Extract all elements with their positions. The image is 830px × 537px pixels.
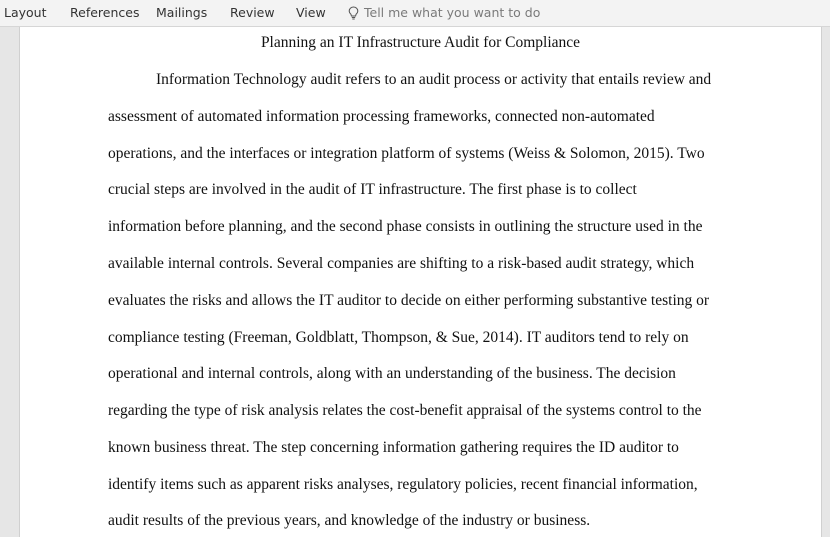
tab-layout[interactable]: Layout [4, 5, 47, 20]
lightbulb-icon [348, 6, 359, 20]
paragraph-line: operations, and the interfaces or integration platform of systems (Weiss & Solomon, 2015). Two [108, 145, 705, 162]
ribbon-tab-bar [0, 0, 830, 27]
paragraph-line: known business threat. The step concerning information gathering requires the ID auditor to [108, 439, 679, 456]
tell-me-search[interactable] [348, 5, 540, 20]
document-canvas[interactable] [0, 27, 830, 537]
paragraph-line: audit results of the previous years, and knowledge of the industry or business. [108, 512, 591, 529]
tell-me-placeholder: Tell me what you want to do [364, 5, 541, 20]
paragraph-line: evaluates the risks and allows the IT auditor to decide on either performing substantive testing or [108, 292, 710, 309]
paragraph-line: information before planning, and the second phase consists in outlining the structure used in the [108, 218, 703, 235]
paragraph-line: assessment of automated information processing frameworks, connected non-automated [108, 108, 655, 125]
paragraph-line: identify items such as apparent risks analyses, regulatory policies, recent financial information, [108, 476, 698, 493]
tab-mailings[interactable]: Mailings [156, 5, 208, 20]
tab-review[interactable]: Review [230, 5, 275, 20]
paragraph-line: operational and internal controls, along with an understanding of the business. The decision [108, 365, 676, 382]
paragraph-line: available internal controls. Several companies are shifting to a risk-based audit strategy, which [108, 255, 695, 272]
tab-view[interactable]: View [296, 5, 326, 20]
paragraph-line: crucial steps are involved in the audit of IT infrastructure. The first phase is to collect [108, 181, 637, 198]
paragraph-line: compliance testing (Freeman, Goldblatt, Thompson, & Sue, 2014). IT auditors tend to rely on [108, 329, 689, 346]
paragraph-line: regarding the type of risk analysis relates the cost-benefit appraisal of the systems control to the [108, 402, 702, 419]
document-page[interactable] [19, 27, 822, 537]
paragraph-line: Information Technology audit refers to an audit process or activity that entails review and [156, 71, 712, 88]
tab-references[interactable]: References [70, 5, 140, 20]
document-title: Planning an IT Infrastructure Audit for Compliance [260, 34, 581, 51]
